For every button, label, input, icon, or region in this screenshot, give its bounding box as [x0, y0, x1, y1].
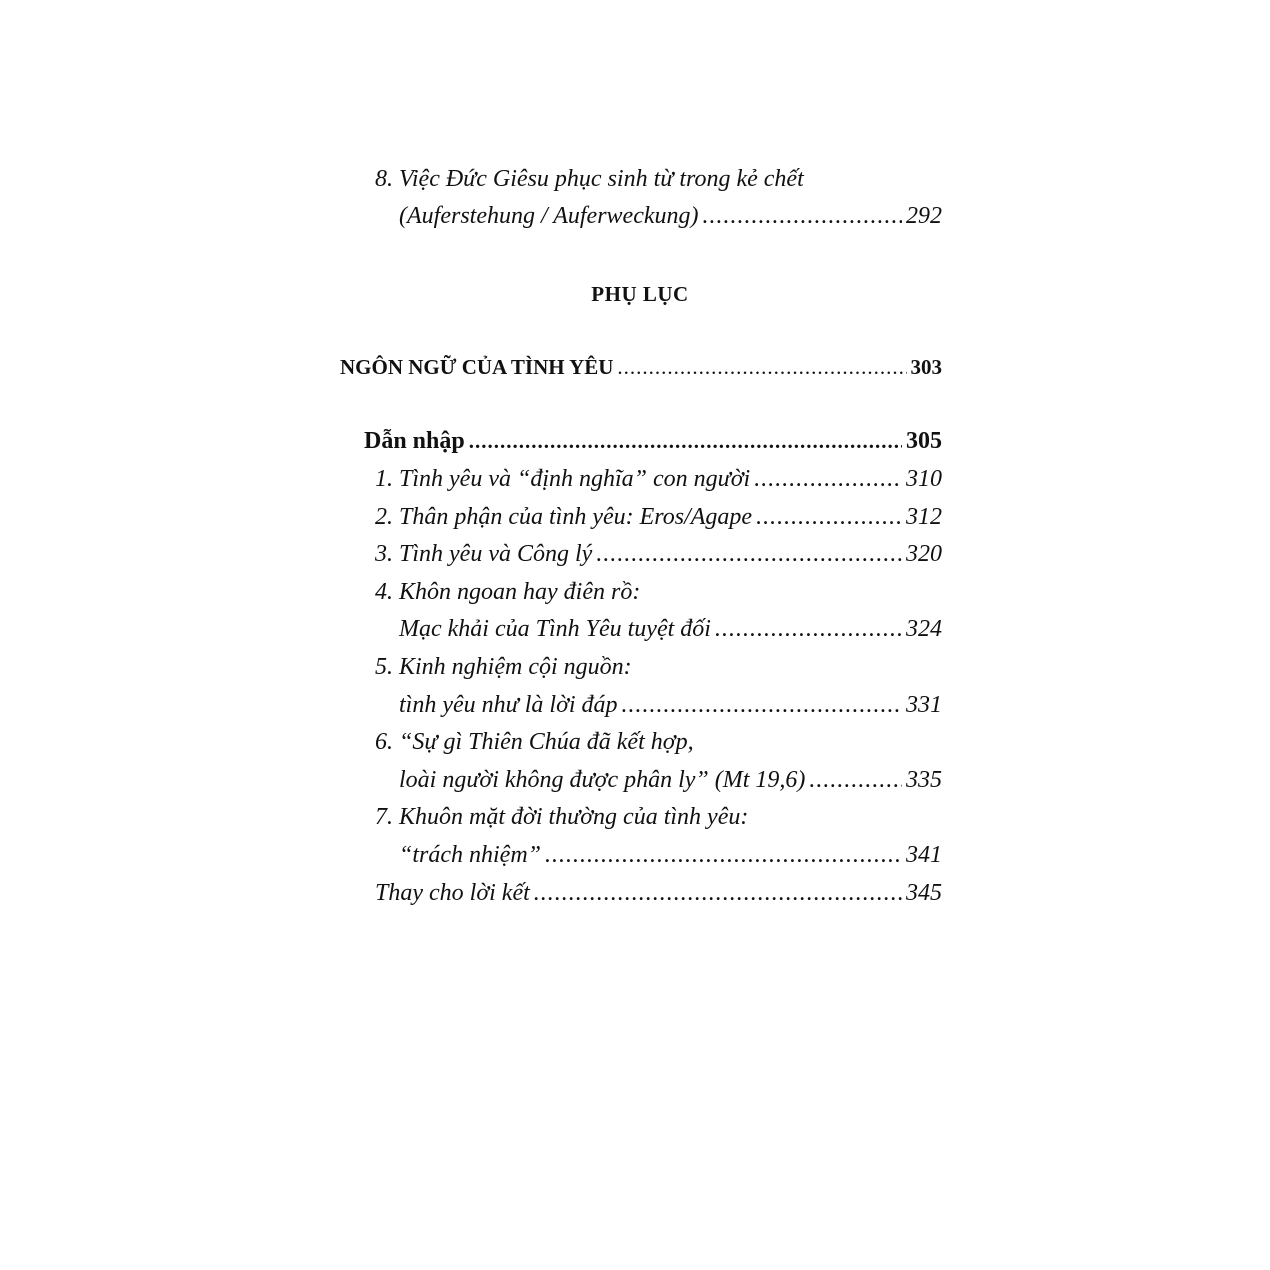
toc-item-title: tình yêu như là lời đáp: [399, 692, 618, 718]
toc-item-title: 7. Khuôn mặt đời thường của tình yêu:: [375, 804, 749, 830]
dot-leader: [809, 767, 902, 794]
toc-item-line: [375, 654, 632, 681]
page-number: 335: [906, 767, 942, 793]
toc-item-title: 4. Khôn ngoan hay điên rồ:: [375, 579, 641, 605]
toc-item-line: [375, 729, 694, 756]
dot-leader: [702, 203, 902, 230]
toc-item-title: Mạc khải của Tình Yêu tuyệt đối: [399, 616, 711, 642]
appendix-heading: PHỤ LỤC: [591, 282, 689, 306]
dot-leader: [534, 880, 902, 907]
page-number: 331: [906, 692, 942, 718]
toc-item-line: [375, 466, 942, 493]
dot-leader: [756, 504, 902, 531]
toc-item-title: loài người không được phân ly” (Mt 19,6): [399, 767, 806, 793]
page-number: 324: [906, 616, 942, 642]
toc-item-title: 6. “Sự gì Thiên Chúa đã kết hợp,: [375, 729, 694, 755]
dot-leader: [545, 842, 902, 869]
page-number: 345: [906, 880, 942, 906]
toc-item-title: 2. Thân phận của tình yêu: Eros/Agape: [375, 504, 753, 530]
part-title: NGÔN NGỮ CỦA TÌNH YÊU: [340, 355, 614, 379]
toc-item-line: [399, 767, 942, 794]
toc-item-line: [399, 692, 942, 719]
page-number: 341: [906, 842, 942, 868]
dot-leader: [469, 429, 902, 454]
toc-item-line: [375, 541, 942, 568]
page-number: 320: [906, 541, 942, 567]
dot-leader: [617, 355, 906, 380]
intro-title: Dẫn nhập: [364, 428, 465, 454]
toc-intro-entry: [364, 428, 942, 455]
toc-item-line: [375, 504, 942, 531]
dot-leader: [754, 466, 902, 493]
dot-leader: [596, 541, 902, 568]
toc-item-line: [375, 804, 748, 831]
dot-leader: [622, 692, 902, 719]
toc-part-entry: [340, 355, 942, 380]
page-number: 310: [906, 466, 942, 492]
page-number: 303: [910, 355, 942, 379]
toc-item-title: Thay cho lời kết: [375, 880, 530, 906]
toc-entry-8-line2: [399, 203, 942, 230]
toc-entry-8-line1: [375, 166, 804, 193]
toc-entry-title: 8. Việc Đức Giêsu phục sinh từ trong kẻ chết: [375, 166, 804, 192]
toc-item-line: [399, 842, 942, 869]
page-number: 312: [906, 504, 942, 530]
toc-item-title: 3. Tình yêu và Công lý: [375, 541, 593, 567]
toc-item-title: “trách nhiệm”: [399, 842, 542, 868]
dot-leader: [715, 616, 902, 643]
toc-item-line: [375, 880, 942, 907]
toc-item-line: [375, 579, 640, 606]
page-number: 292: [906, 203, 942, 229]
toc-item-title: 5. Kinh nghiệm cội nguồn:: [375, 654, 632, 680]
toc-item-line: [399, 616, 942, 643]
toc-entry-title: (Auferstehung / Auferweckung): [399, 203, 699, 229]
page-number: 305: [906, 428, 942, 454]
toc-item-title: 1. Tình yêu và “định nghĩa” con người: [375, 466, 751, 492]
